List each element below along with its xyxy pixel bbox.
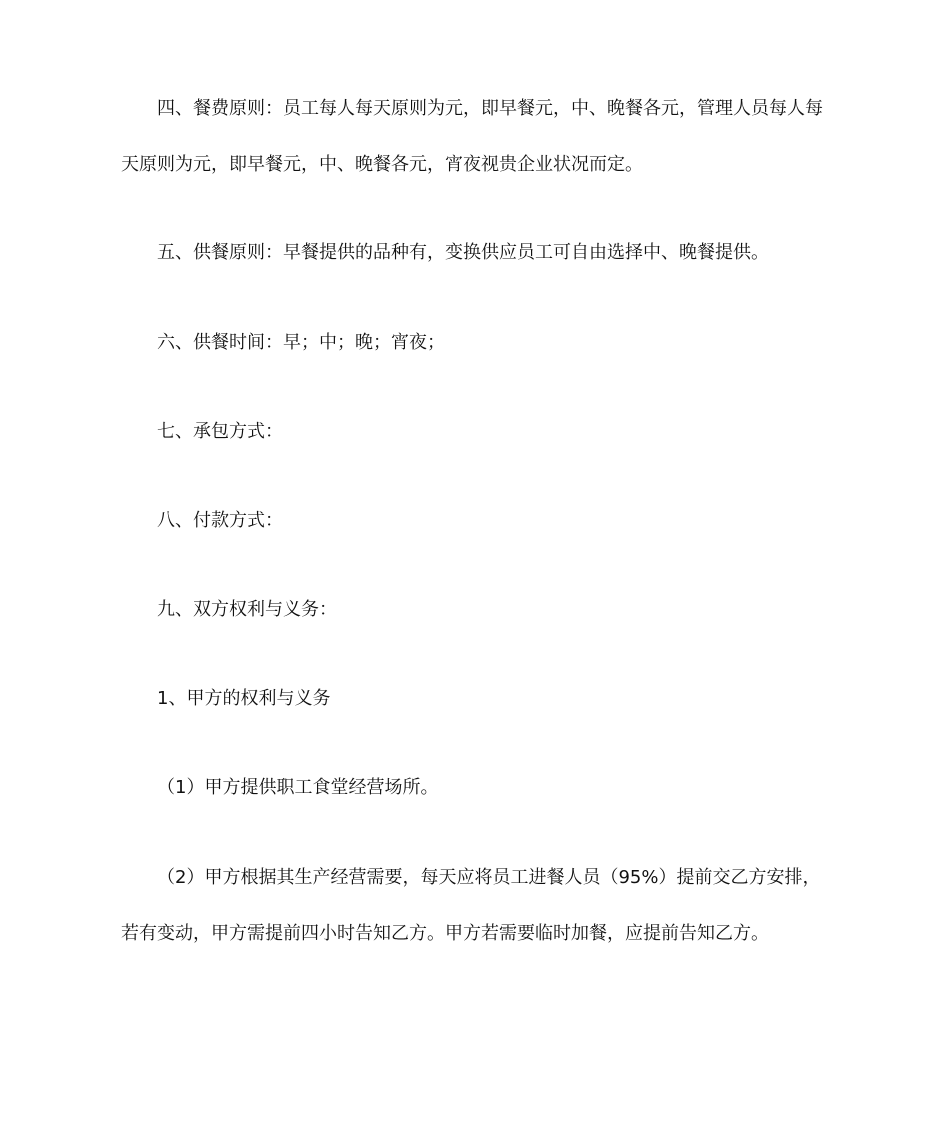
paragraph-payment-method: 八、付款方式： <box>157 510 283 531</box>
paragraph-party-a-item-1: （1）甲方提供职工食堂经营场所。 <box>157 777 439 798</box>
paragraph-meal-fee-line-2: 天原则为元，即早餐元，中、晚餐各元，宵夜视贵企业状况而定。 <box>121 154 643 175</box>
paragraph-meal-supply-principle: 五、供餐原则：早餐提供的品种有，变换供应员工可自由选择中、晚餐提供。 <box>157 242 769 263</box>
paragraph-meal-times: 六、供餐时间：早；中；晚；宵夜； <box>157 332 445 353</box>
paragraph-party-a-item-2-line-1: （2）甲方根据其生产经营需要，每天应将员工进餐人员（95%）提前交乙方安排， <box>157 867 821 888</box>
paragraph-party-a-heading: 1、甲方的权利与义务 <box>157 688 331 709</box>
paragraph-party-a-item-2-line-2: 若有变动，甲方需提前四小时告知乙方。甲方若需要临时加餐，应提前告知乙方。 <box>121 923 769 944</box>
paragraph-contract-method: 七、承包方式： <box>157 421 283 442</box>
paragraph-rights-obligations: 九、双方权利与义务： <box>157 599 337 620</box>
paragraph-meal-fee-line-1: 四、餐费原则：员工每人每天原则为元，即早餐元，中、晚餐各元，管理人员每人每 <box>157 98 823 119</box>
